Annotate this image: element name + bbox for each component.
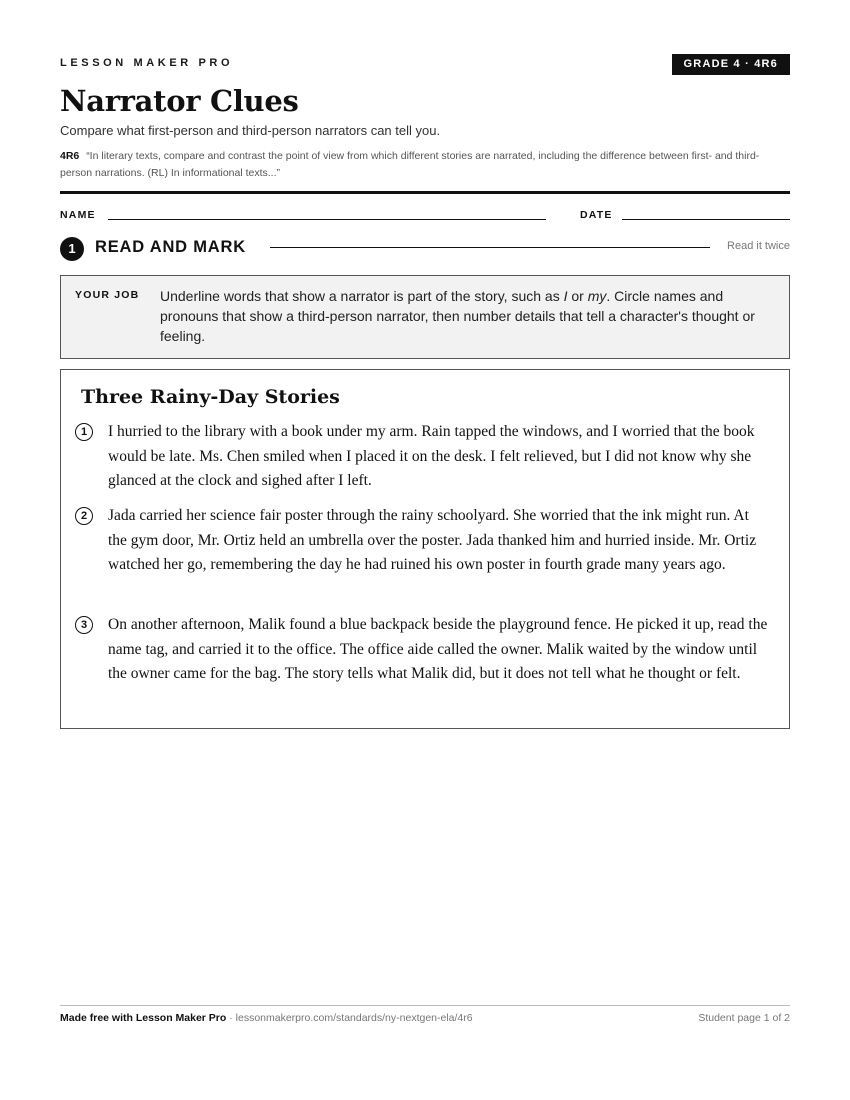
instructions-text-part: . Circle names and pronouns that show a third-person narrator, then number details that tell a character's thought or feeling. (160, 288, 755, 344)
instructions-text-part: Underline words that show a narrator is part of the story, such as (160, 288, 564, 304)
instructions-text-part: or (567, 288, 588, 304)
footer-separator: · (226, 1012, 236, 1024)
stories-box (60, 369, 790, 729)
story-paragraph: I hurried to the library with a book under my arm. Rain tapped the windows, and I worried that the book would be late. Ms. Chen smiled when I placed it on the desk. I felt relieved, but I did not know why she glanced at the clock and sighed after I left. (108, 423, 755, 489)
example-word-i: I (563, 288, 568, 304)
stories-title: Three Rainy-Day Stories (81, 386, 340, 408)
standard-description (60, 148, 790, 182)
paragraph-number-badge: 3 (75, 616, 93, 634)
grade-badge: GRADE 4 · 4R6 (672, 54, 790, 75)
page-subtitle: Compare what first-person and third-person narrators can tell you. (60, 123, 441, 138)
section-title: READ AND MARK (95, 238, 246, 256)
header-divider (60, 191, 790, 194)
section-number-badge: 1 (60, 237, 84, 261)
instructions-label: YOUR JOB (75, 289, 140, 301)
standard-code: 4R6 (60, 150, 80, 162)
page-number: Student page 1 of 2 (698, 1012, 790, 1024)
date-label: DATE (580, 209, 613, 221)
story-paragraph: On another afternoon, Malik found a blue backpack beside the playground fence. He picked it up, read the name tag, and carried it to the office. The office aide called the owner. Malik waited by the window until the owner came for the bag. The story tells what Malik did, but it does not tell what he thought or felt. (108, 616, 768, 682)
instructions-text (160, 286, 760, 346)
instructions-box (60, 275, 790, 359)
footer-divider (60, 1005, 790, 1006)
name-label: NAME (60, 209, 96, 221)
paragraph-number-badge: 1 (75, 423, 93, 441)
section-hint: Read it twice (727, 240, 790, 252)
example-word-my: my (587, 288, 607, 304)
footer-url[interactable]: lessonmakerpro.com/standards/ny-nextgen-ela/4r6 (235, 1012, 473, 1024)
brand-name: LESSON MAKER PRO (60, 57, 234, 69)
standard-text: “In literary texts, compare and contrast the point of view from which different stories are narrated, including the difference between first- and third-person narrations. (RL) In informational texts...” (60, 150, 760, 179)
story-paragraph: Jada carried her science fair poster through the rainy schoolyard. She worried that the ink might run. At the gym door, Mr. Ortiz held an umbrella over the poster. Jada thanked him and hurried inside. Mr. Ortiz watched her go, remembering the day he had ruined his own poster in fourth grade many years ago. (108, 507, 757, 573)
page-title: Narrator Clues (60, 84, 299, 118)
date-field[interactable] (622, 219, 790, 220)
paragraph-number-badge: 2 (75, 507, 93, 525)
section-divider (270, 247, 710, 248)
name-field[interactable] (108, 219, 546, 220)
footer-made-with: Made free with Lesson Maker Pro (60, 1012, 227, 1024)
footer-credit (60, 1012, 473, 1024)
worksheet-page (60, 0, 790, 1100)
